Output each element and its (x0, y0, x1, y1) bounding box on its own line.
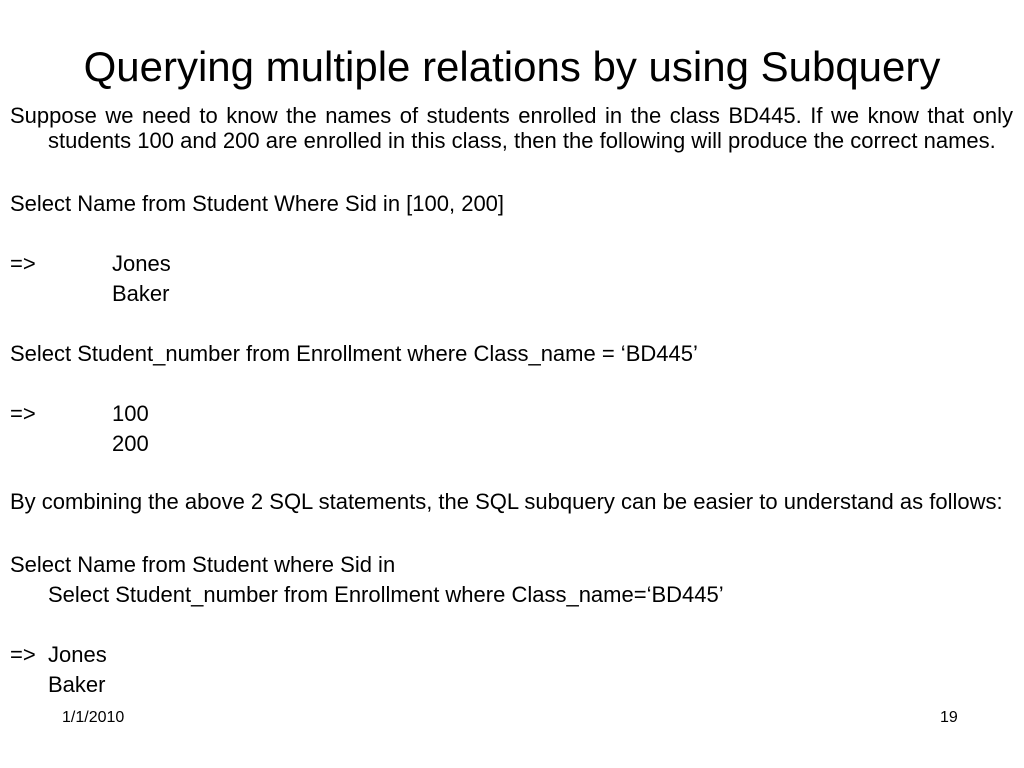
result-arrow: => (10, 251, 36, 276)
result-2-row-1 (10, 399, 1013, 429)
result-3-row-2: Baker (48, 672, 106, 697)
result-3-row-1 (10, 640, 1013, 670)
spacer (10, 610, 1013, 640)
result-value: 100 (112, 401, 149, 426)
query-student-names: Select Name from Student Where Sid in [100, 200] (10, 191, 505, 216)
result-arrow: => (10, 401, 36, 426)
query-enrollment: Select Student_number from Enrollment where Class_name = ‘BD445’ (10, 341, 698, 366)
page-number: 19 (940, 709, 958, 726)
combine-paragraph: By combining the above 2 SQL statements, the SQL subquery can be easier to understand as follows: (10, 489, 1003, 514)
spacer (10, 369, 1013, 399)
slide-title: Querying multiple relations by using Subquery (83, 43, 941, 90)
footer-date: 1/1/2010 (62, 709, 125, 726)
spacer (10, 459, 1013, 489)
result-value: Jones (112, 251, 171, 276)
spacer (10, 219, 1013, 249)
spacer (10, 514, 1013, 550)
subquery-inner: Select Student_number from Enrollment where Class_name=‘BD445’ (48, 582, 724, 607)
spacer (10, 153, 1013, 189)
result-value: Jones (48, 642, 107, 667)
subquery-outer: Select Name from Student where Sid in (10, 552, 396, 577)
result-1-row-2: Baker (112, 281, 170, 306)
result-arrow: => (10, 642, 36, 667)
slide-body (10, 103, 1013, 700)
result-1-row-1 (10, 249, 1013, 279)
spacer (10, 309, 1013, 339)
result-2-row-2: 200 (112, 431, 149, 456)
intro-paragraph: Suppose we need to know the names of students enrolled in the class BD445. If we know that only students 100 and 200 are enrolled in this class, then the following will produce the correct names. (10, 103, 1013, 153)
